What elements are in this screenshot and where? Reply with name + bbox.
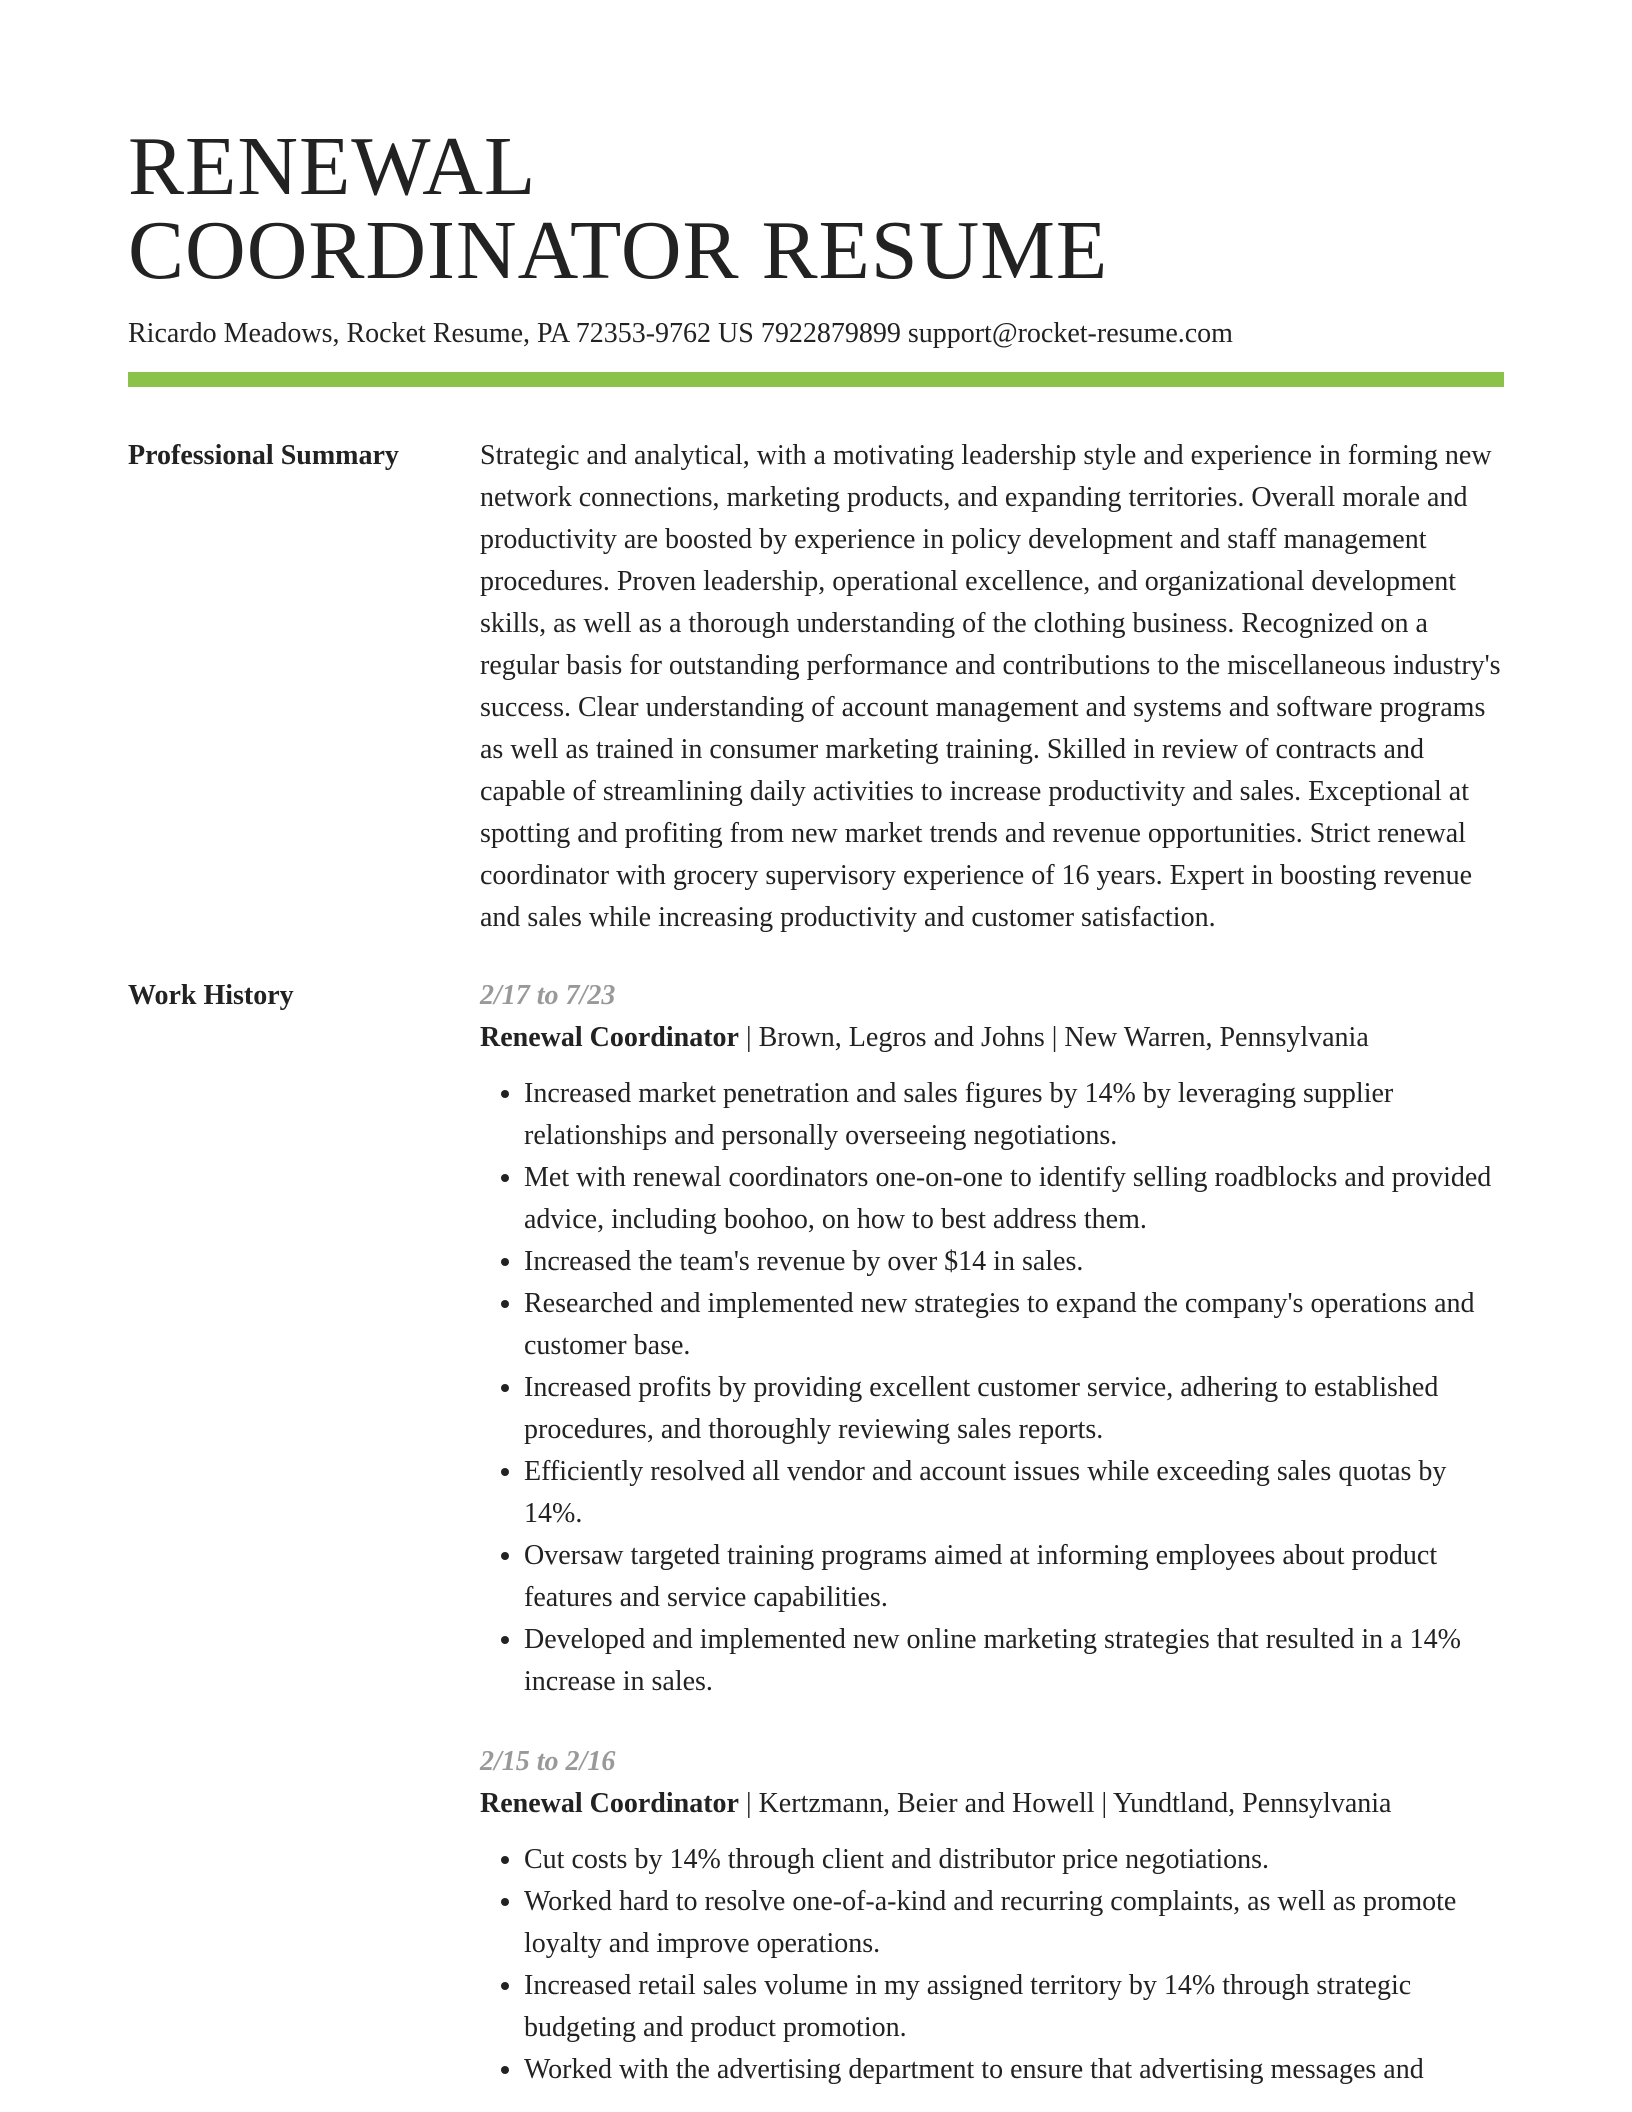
job-bullet-list (480, 1073, 1504, 1703)
title-line-1: RENEWAL (128, 120, 537, 213)
contact-line: Ricardo Meadows, Rocket Resume, PA 72353-9762 US 7922879899 support@rocket-resume.com (128, 318, 1233, 349)
work-history-body (480, 975, 1504, 2091)
job-bullet: • Increased profits by providing excellent customer service, adhering to established procedures, and thoroughly reviewing sales reports. (524, 1367, 1504, 1451)
job-bullet: • Increased the team's revenue by over $14 in sales. (524, 1241, 1504, 1283)
resume-title (128, 120, 1504, 297)
job-heading (480, 1017, 1504, 1059)
job-bullet: • Worked with the advertising department to ensure that advertising messages and (524, 2049, 1504, 2091)
job-title: Renewal Coordinator (480, 1788, 739, 1819)
job-heading (480, 1783, 1504, 1825)
title-line-2: COORDINATOR RESUME (128, 204, 1109, 297)
section-label-summary: Professional Summary (128, 440, 399, 471)
job-bullet: • Efficiently resolved all vendor and account issues while exceeding sales quotas by 14%. (524, 1451, 1504, 1535)
accent-divider (128, 372, 1504, 387)
job-bullet: • Researched and implemented new strategies to expand the company's operations and customer base. (524, 1283, 1504, 1367)
job-company-location: | Brown, Legros and Johns | New Warren, Pennsylvania (738, 1022, 1369, 1053)
section-label-work: Work History (128, 980, 294, 1011)
work-history-section (128, 975, 1504, 2091)
job-entry (480, 975, 1504, 1703)
job-company-location: | Kertzmann, Beier and Howell | Yundtland, Pennsylvania (738, 1788, 1392, 1819)
job-dates: 2/15 to 2/16 (480, 1746, 616, 1777)
job-bullet: • Developed and implemented new online marketing strategies that resulted in a 14% increase in sales. (524, 1619, 1504, 1703)
job-bullet: • Increased retail sales volume in my assigned territory by 14% through strategic budgeting and product promotion. (524, 1965, 1504, 2049)
professional-summary-section (128, 435, 1504, 939)
job-bullet: • Increased market penetration and sales figures by 14% by leveraging supplier relationships and personally overseeing negotiations. (524, 1073, 1504, 1157)
job-bullet: • Met with renewal coordinators one-on-one to identify selling roadblocks and provided advice, including boohoo, on how to best address them. (524, 1157, 1504, 1241)
job-bullet: • Cut costs by 14% through client and distributor price negotiations. (524, 1839, 1504, 1881)
job-entry (480, 1741, 1504, 2091)
summary-text: Strategic and analytical, with a motivating leadership style and experience in forming new network connections, marketing products, and expanding territories. Overall morale and productivity are boosted by experience in policy development and staff management procedures. Proven leadership, operational excellence, and organizational development skills, as well as a thorough understanding of the clothing business. Recognized on a regular basis for outstanding performance and contributions to the miscellaneous industry's success. Clear understanding of account management and systems and software programs as well as trained in consumer marketing training. Skilled in review of contracts and capable of streamlining daily activities to increase productivity and sales. Exceptional at spotting and profiting from new market trends and revenue opportunities. Strict renewal coordinator with grocery supervisory experience of 16 years. Expert in boosting revenue and sales while increasing productivity and customer satisfaction. (480, 440, 1501, 933)
job-dates: 2/17 to 7/23 (480, 980, 616, 1011)
job-bullet-list (480, 1839, 1504, 2091)
job-title: Renewal Coordinator (480, 1022, 739, 1053)
job-bullet: • Oversaw targeted training programs aimed at informing employees about product features and service capabilities. (524, 1535, 1504, 1619)
job-bullet: • Worked hard to resolve one-of-a-kind and recurring complaints, as well as promote loyalty and improve operations. (524, 1881, 1504, 1965)
summary-body (480, 435, 1504, 939)
